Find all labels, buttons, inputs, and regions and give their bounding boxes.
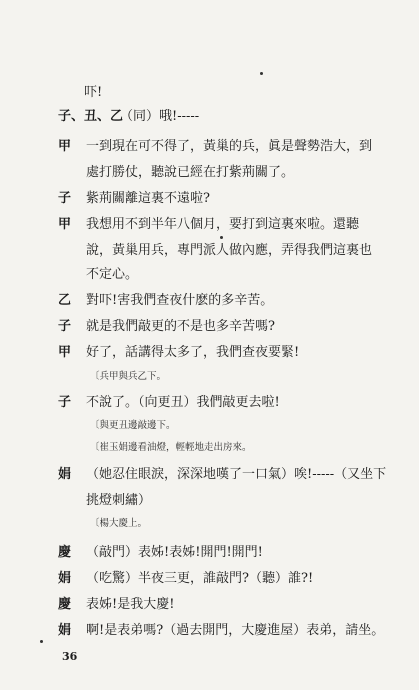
- dialogue-line-4-cont2: 不定心。: [86, 267, 139, 282]
- print-speck: [260, 72, 263, 75]
- speaker: 娟: [58, 467, 72, 482]
- speaker: 乙: [58, 293, 72, 308]
- speech: 表姊!是我大慶!: [86, 597, 175, 612]
- dialogue-line-0: 吓!: [84, 85, 103, 100]
- speech: （她忍住眼淚，深深地嘆了一口氣）唉!-----（又坐下: [86, 467, 387, 482]
- print-speck: [40, 640, 43, 643]
- speech: （同）哦!-----: [120, 109, 200, 124]
- speaker: 甲: [58, 345, 72, 360]
- speech: 我想用不到半年八個月，要打到這裏來啦。還聽: [86, 217, 360, 232]
- dialogue-line-4-cont: 說，黃巢用兵，專門派人做內應，弄得我們這裏也: [86, 243, 373, 258]
- speech: （敲門）表姊!表姊!開門!開門!: [86, 545, 263, 560]
- print-speck: [220, 236, 223, 239]
- speaker: 甲: [58, 139, 72, 154]
- speaker: 子、丑、乙: [58, 109, 124, 124]
- dialogue-line-9-cont: 挑燈刺繡）: [86, 493, 152, 508]
- dialogue-line-2-cont: 處打勝仗，聽說已經在打紫荊關了。: [86, 165, 295, 180]
- stage-direction-1: 〔兵甲與兵乙下。: [90, 371, 167, 382]
- page-number: 36: [62, 650, 78, 663]
- speaker: 娟: [58, 571, 72, 586]
- stage-direction-4: 〔楊大慶上。: [90, 518, 148, 529]
- speaker: 子: [58, 191, 72, 206]
- speaker: 慶: [58, 545, 72, 560]
- speech: （吃驚）半夜三更，誰敲門?（聽）誰?!: [86, 571, 314, 586]
- speaker: 慶: [58, 597, 72, 612]
- stage-direction-2: 〔與更丑邊敲邊下。: [90, 420, 176, 431]
- speaker: 子: [58, 395, 72, 410]
- speech: 紫荊關離這裏不遠啦?: [86, 191, 210, 206]
- speaker: 甲: [58, 217, 72, 232]
- speech: 好了，話講得太多了，我們查夜要緊!: [86, 345, 300, 360]
- speaker: 子: [58, 319, 72, 334]
- speech: 啊!是表弟嗎?（過去開門，大慶進屋）表弟，請坐。: [86, 623, 385, 638]
- speech: 就是我們敲更的不是也多辛苦嗎?: [86, 319, 275, 334]
- speech: 對吓!害我們查夜什麽的多辛苦。: [86, 293, 274, 308]
- speaker: 娟: [58, 623, 72, 638]
- speech: 不說了。（向更丑）我們敲更去啦!: [86, 395, 280, 410]
- speech: 一到現在可不得了，黃巢的兵，眞是聲勢浩大，到: [86, 139, 373, 154]
- stage-direction-3: 〔崔玉娟邊看油燈，輕輕地走出房來。: [90, 442, 252, 453]
